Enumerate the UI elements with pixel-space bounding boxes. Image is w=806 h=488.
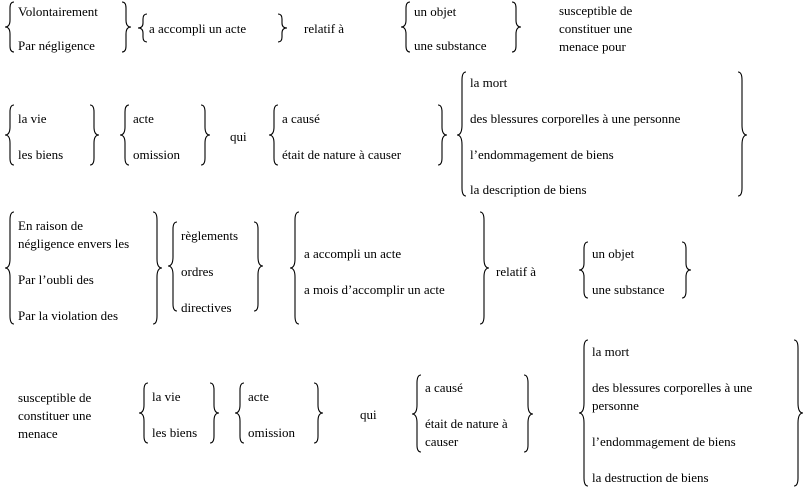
connector-qui: qui — [360, 407, 377, 422]
brace-open-targets — [5, 105, 14, 165]
consequence-description: la description de biens — [470, 182, 587, 197]
connector-qui: qui — [230, 129, 247, 144]
effect-caused: a causé — [425, 380, 463, 395]
brace-open-act-types-2 — [235, 383, 244, 443]
brace-open-consequences — [457, 72, 466, 196]
substance-item: une substance — [414, 38, 487, 53]
rule-directives: directives — [181, 300, 232, 315]
brace-open-objects — [401, 2, 410, 52]
relation-text: relatif à — [496, 264, 537, 279]
rule-orders: ordres — [181, 264, 214, 279]
consequence-damage: l’endommagement de biens — [592, 434, 736, 449]
threat-text: susceptible de constituer une menace — [18, 390, 92, 441]
brace-close-manner — [122, 2, 131, 52]
act-performed: a accompli un acte — [304, 246, 402, 261]
brace-open-act-types — [120, 105, 129, 165]
consequence-destruction: la destruction de biens — [592, 470, 709, 485]
brace-close-consequences-2 — [794, 340, 803, 486]
consequence-injury: des blessures corporelles à une personne — [470, 111, 681, 126]
effect-likely: était de nature à causer — [425, 416, 508, 449]
brace-open-acts — [290, 212, 299, 324]
brace-close-acts — [480, 212, 489, 324]
brace-close-causes — [153, 212, 162, 324]
relation-text: relatif à — [304, 21, 345, 36]
target-life: la vie — [152, 389, 181, 404]
brace-close-effects-2 — [524, 375, 533, 452]
manner-voluntary: Volontairement — [18, 4, 98, 19]
brace-open-effects — [269, 105, 278, 165]
substance-item: une substance — [592, 282, 665, 297]
brace-close-act — [278, 14, 287, 42]
consequence-death: la mort — [470, 75, 508, 90]
brace-close-targets-2 — [210, 383, 219, 443]
brace-open-rules — [168, 222, 177, 311]
brace-close-effects — [438, 105, 447, 165]
brace-open-effects-2 — [412, 375, 421, 452]
object-item: un objet — [414, 4, 457, 19]
brace-open-act — [138, 14, 147, 42]
brace-open-causes — [5, 212, 14, 324]
act-type-act: acte — [133, 111, 154, 126]
brace-close-targets — [90, 105, 99, 165]
brace-close-objects-2 — [682, 242, 691, 298]
effect-caused: a causé — [282, 111, 320, 126]
consequence-injury: des blessures corporelles à une personne — [592, 380, 753, 413]
act-type-act: acte — [248, 389, 269, 404]
act-omitted: a mois d’accomplir un acte — [304, 282, 445, 297]
cause-reason: En raison de — [18, 218, 83, 233]
brace-open-objects-2 — [579, 242, 588, 298]
act-type-omission: omission — [248, 425, 295, 440]
consequence-damage: l’endommagement de biens — [470, 147, 614, 162]
brace-close-consequences — [738, 72, 747, 196]
cause-negligence: négligence envers les — [18, 236, 130, 251]
target-property: les biens — [18, 147, 64, 162]
manner-negligence: Par négligence — [18, 38, 95, 53]
brace-open-manner — [5, 2, 14, 52]
act-type-omission: omission — [133, 147, 180, 162]
brace-close-objects — [512, 2, 521, 52]
act-text: a accompli un acte — [149, 21, 247, 36]
brace-close-act-types — [201, 105, 210, 165]
cause-violation: Par la violation des — [18, 308, 119, 323]
object-item: un objet — [592, 246, 635, 261]
target-life: la vie — [18, 111, 47, 126]
threat-text: susceptible de constituer une menace pour — [559, 3, 633, 54]
rule-regulations: règlements — [181, 228, 239, 243]
brace-open-targets-2 — [139, 383, 148, 443]
effect-likely: était de nature à causer — [282, 147, 402, 162]
brace-close-rules — [254, 222, 263, 311]
brace-open-consequences-2 — [579, 340, 588, 486]
target-property: les biens — [152, 425, 198, 440]
consequence-death: la mort — [592, 344, 630, 359]
brace-close-act-types-2 — [314, 383, 323, 443]
cause-omission: Par l’oubli des — [18, 272, 94, 287]
